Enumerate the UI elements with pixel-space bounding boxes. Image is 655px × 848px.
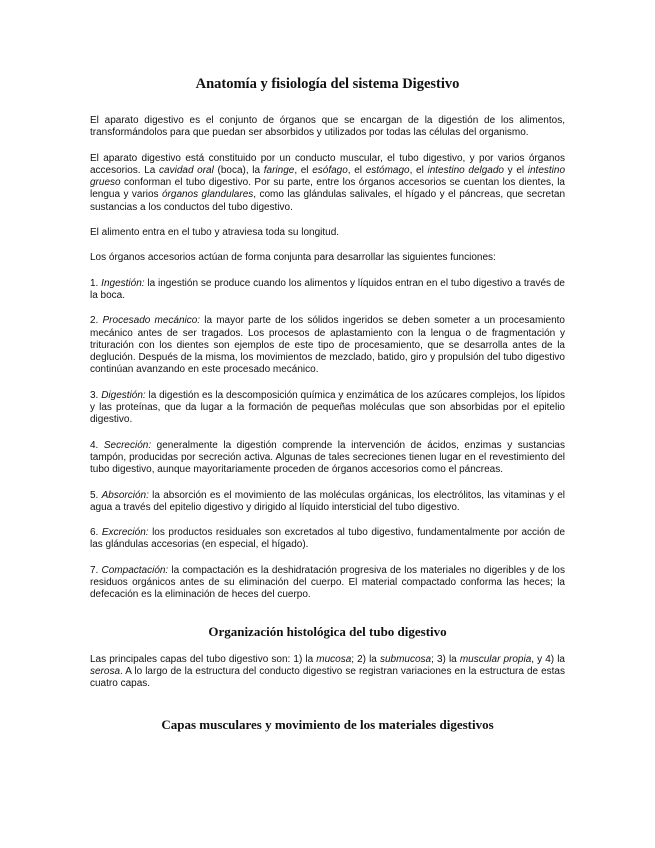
intro-paragraph-1: El aparato digestivo es el conjunto de órganos que se encargan de la digestión de los alimentos, transformándolos para que puedan ser absorbidos y utilizados por todas las células del organismo. xyxy=(90,115,565,139)
function-item-procesado: 2. Procesado mecánico: la mayor parte de los sólidos ingeridos se deben someter a un procesamiento mecánico antes de ser tragados. Los procesos de aplastamiento con la lengua o de fragmentación y trituración con los dientes son ejemplos de este tipo de procesamiento, que se desarrolla antes de la deglución. Después de la misma, los movimientos de mezclado, batido, giro y propulsión del tubo digestivo continúan avanzando en este procesado mecánico. xyxy=(90,315,565,376)
section-heading-capas-musculares: Capas musculares y movimiento de los materiales digestivos xyxy=(161,716,494,732)
function-item-secrecion: 4. Secreción: generalmente la digestión comprende la intervención de ácidos, enzimas y sustancias tampón, producidas por secreción activa. Algunas de tales secreciones tienen lugar en el revestimiento del tubo digestivo, aunque mayoritariamente proceden de órganos accesorios como el páncreas. xyxy=(90,439,565,476)
term-serosa: serosa xyxy=(90,665,121,677)
term-muscular-propia: muscular propia xyxy=(459,653,532,665)
function-item-absorcion: 5. Absorción: la absorción es el movimiento de las moléculas orgánicas, los electrólitos, las vitaminas y el agua a través del epitelio digestivo y dirigido al líquido intersticial del tubo digestivo. xyxy=(90,489,565,513)
section-histologia-paragraph: Las principales capas del tubo digestivo son: 1) la mucosa; 2) la submucosa; 3) la muscular propia, y 4) la serosa. A lo largo de la estructura del conducto digestivo se registran variaciones en la estructura de estas cuatro capas. xyxy=(90,653,565,690)
intro-paragraph-2: El aparato digestivo está constituido por un conducto muscular, el tubo digestivo, y por varios órganos accesorios. La cavidad oral (boca), la faringe, el esófago, el estómago, el intestino delgado y el intestino grueso conforman el tubo digestivo. Por su parte, entre los órganos accesorios se cuentan los dientes, la lengua y varios órganos glandulares, como las glándulas salivales, el hígado y el páncreas, que secretan sustancias a los conductos del tubo digestivo. xyxy=(90,152,566,213)
document-title: Anatomía y fisiología del sistema Digestivo xyxy=(195,76,460,92)
term-organos-glandulares: órganos glandulares xyxy=(161,189,254,201)
term-faringe: faringe xyxy=(263,164,295,176)
section-heading-histologia: Organización histológica del tubo digestivo xyxy=(208,623,447,639)
function-item-ingestion: 1. Ingestión: la ingestión se produce cuando los alimentos y líquidos entran en el tubo digestivo a través de la boca. xyxy=(90,277,565,301)
term-intestino-delgado: intestino delgado xyxy=(427,164,504,176)
function-item-compactacion: 7. Compactación: la compactación es la deshidratación progresiva de los materiales no digeribles y de los residuos orgánicos antes de su eliminación del cuerpo. El material compactado conforma las heces; la defecación es la eliminación de heces del cuerpo. xyxy=(90,564,565,601)
function-item-digestion: 3. Digestión: la digestión es la descomposición química y enzimática de los azúcares complejos, los lípidos y las proteínas, que da lugar a la formación de pequeñas moléculas que son absorbidas por el epitelio digestivo. xyxy=(90,389,565,426)
intro-paragraph-4: Los órganos accesorios actúan de forma conjunta para desarrollar las siguientes funciones: xyxy=(90,252,496,264)
term-cavidad-oral: cavidad oral xyxy=(159,164,214,176)
term-esofago: esófago xyxy=(312,164,348,176)
function-item-excrecion: 6. Excreción: los productos residuales son excretados al tubo digestivo, fundamentalmente por acción de las glándulas accesorias (en especial, el hígado). xyxy=(90,527,565,551)
term-estomago: estómago xyxy=(365,164,410,176)
term-mucosa: mucosa xyxy=(316,653,352,665)
intro-paragraph-3: El alimento entra en el tubo y atraviesa toda su longitud. xyxy=(90,227,340,239)
term-intestino-grueso: intestino grueso xyxy=(90,164,566,189)
term-submucosa: submucosa xyxy=(379,653,432,665)
